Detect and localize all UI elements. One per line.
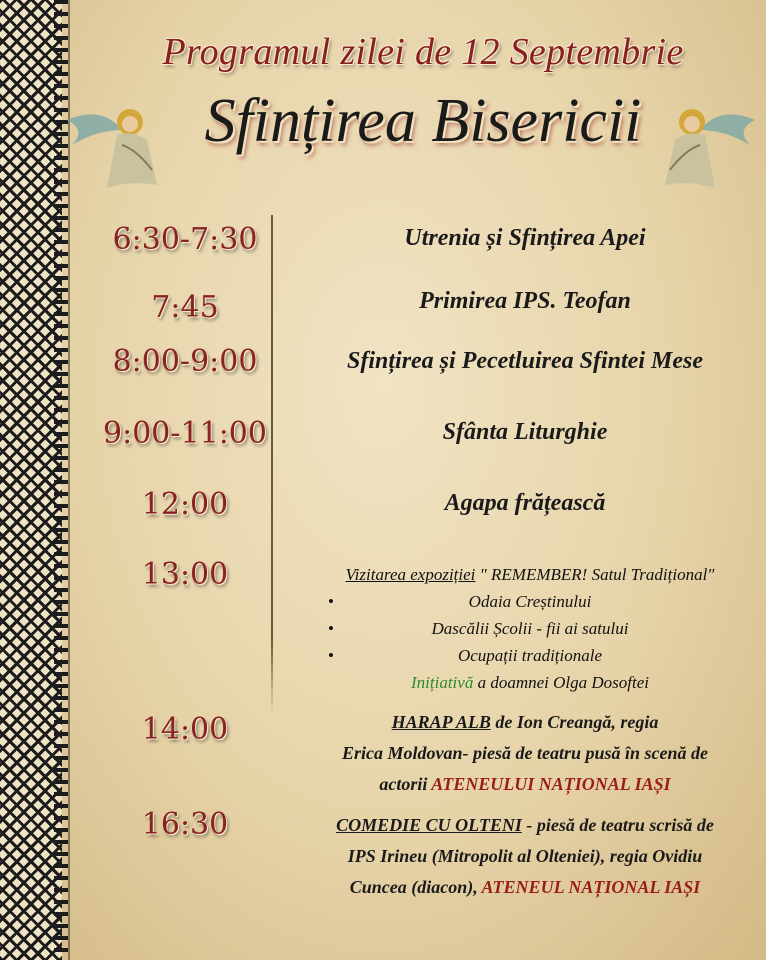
play1-text1: de Ion Creangă, regia [490, 712, 659, 732]
list-item: • Ocupații tradiționale [328, 646, 603, 665]
time-slot-8: 16:30 [141, 807, 229, 842]
play1-company: ATENEULUI NAȚIONAL IAȘI [431, 774, 671, 794]
play2-title: COMEDIE CU OLTENI [336, 815, 522, 835]
exhibition-item-3: Ocupații tradiționale [457, 646, 603, 665]
activity-5: Agapa frățească [444, 490, 606, 516]
activity-2: Primirea IPS. Teofan [419, 288, 631, 314]
play2-text1: - piesă de teatru scrisă de [521, 815, 714, 835]
time-slot-4: 9:00-11:00 [103, 416, 267, 451]
exhibition-item-2: Dascălii Școlii - fii ai satului [431, 619, 629, 638]
exhibition-initiative [300, 669, 760, 696]
play2-company: ATENEUL NAȚIONAL IAȘI [481, 877, 701, 897]
time-slot-5: 12:00 [141, 487, 229, 522]
play1-description [290, 707, 760, 800]
time-slot-6: 13:00 [141, 557, 229, 592]
play2-text3: Cuncea (diacon), [349, 877, 482, 897]
page-title: Sfințirea Bisericii [204, 87, 642, 155]
play1-text2: Erica Moldovan- piesă de teatru pusă în scenă de [341, 743, 708, 763]
exhibition-block [300, 561, 760, 696]
time-slot-1: 6:30-7:30 [112, 222, 258, 257]
play1-text3: actorii [379, 774, 432, 794]
list-item: • Odaia Creștinului [328, 592, 592, 611]
time-slot-7: 14:00 [141, 712, 229, 747]
initiative-rest: a doamnei Olga Dosoftei [473, 673, 649, 692]
activity-1: Utrenia și Sfințirea Apei [404, 225, 646, 251]
exhibition-heading [300, 561, 760, 588]
play1-title: HARAP ALB [391, 712, 491, 732]
exhibition-item-1: Odaia Creștinului [468, 592, 592, 611]
activity-3: Sfințirea și Pecetluirea Sfintei Mese [347, 348, 703, 374]
page-subtitle: Programul zilei de 12 Septembrie [162, 31, 684, 73]
time-slot-3: 8:00-9:00 [112, 344, 258, 379]
initiative-word: Inițiativă [411, 673, 474, 692]
exhibition-visit-label: Vizitarea expoziției [345, 565, 476, 584]
time-slot-2: 7:45 [151, 290, 219, 325]
list-item: • Dascălii Școlii - fii ai satului [328, 619, 629, 638]
play2-description [290, 810, 760, 903]
play2-text2: IPS Irineu (Mitropolit al Olteniei), regia Ovidiu [347, 846, 703, 866]
exhibition-title: " REMEMBER! Satul Tradițional" [475, 565, 715, 584]
activity-4: Sfânta Liturghie [442, 419, 608, 445]
embroidery-border [0, 0, 62, 960]
